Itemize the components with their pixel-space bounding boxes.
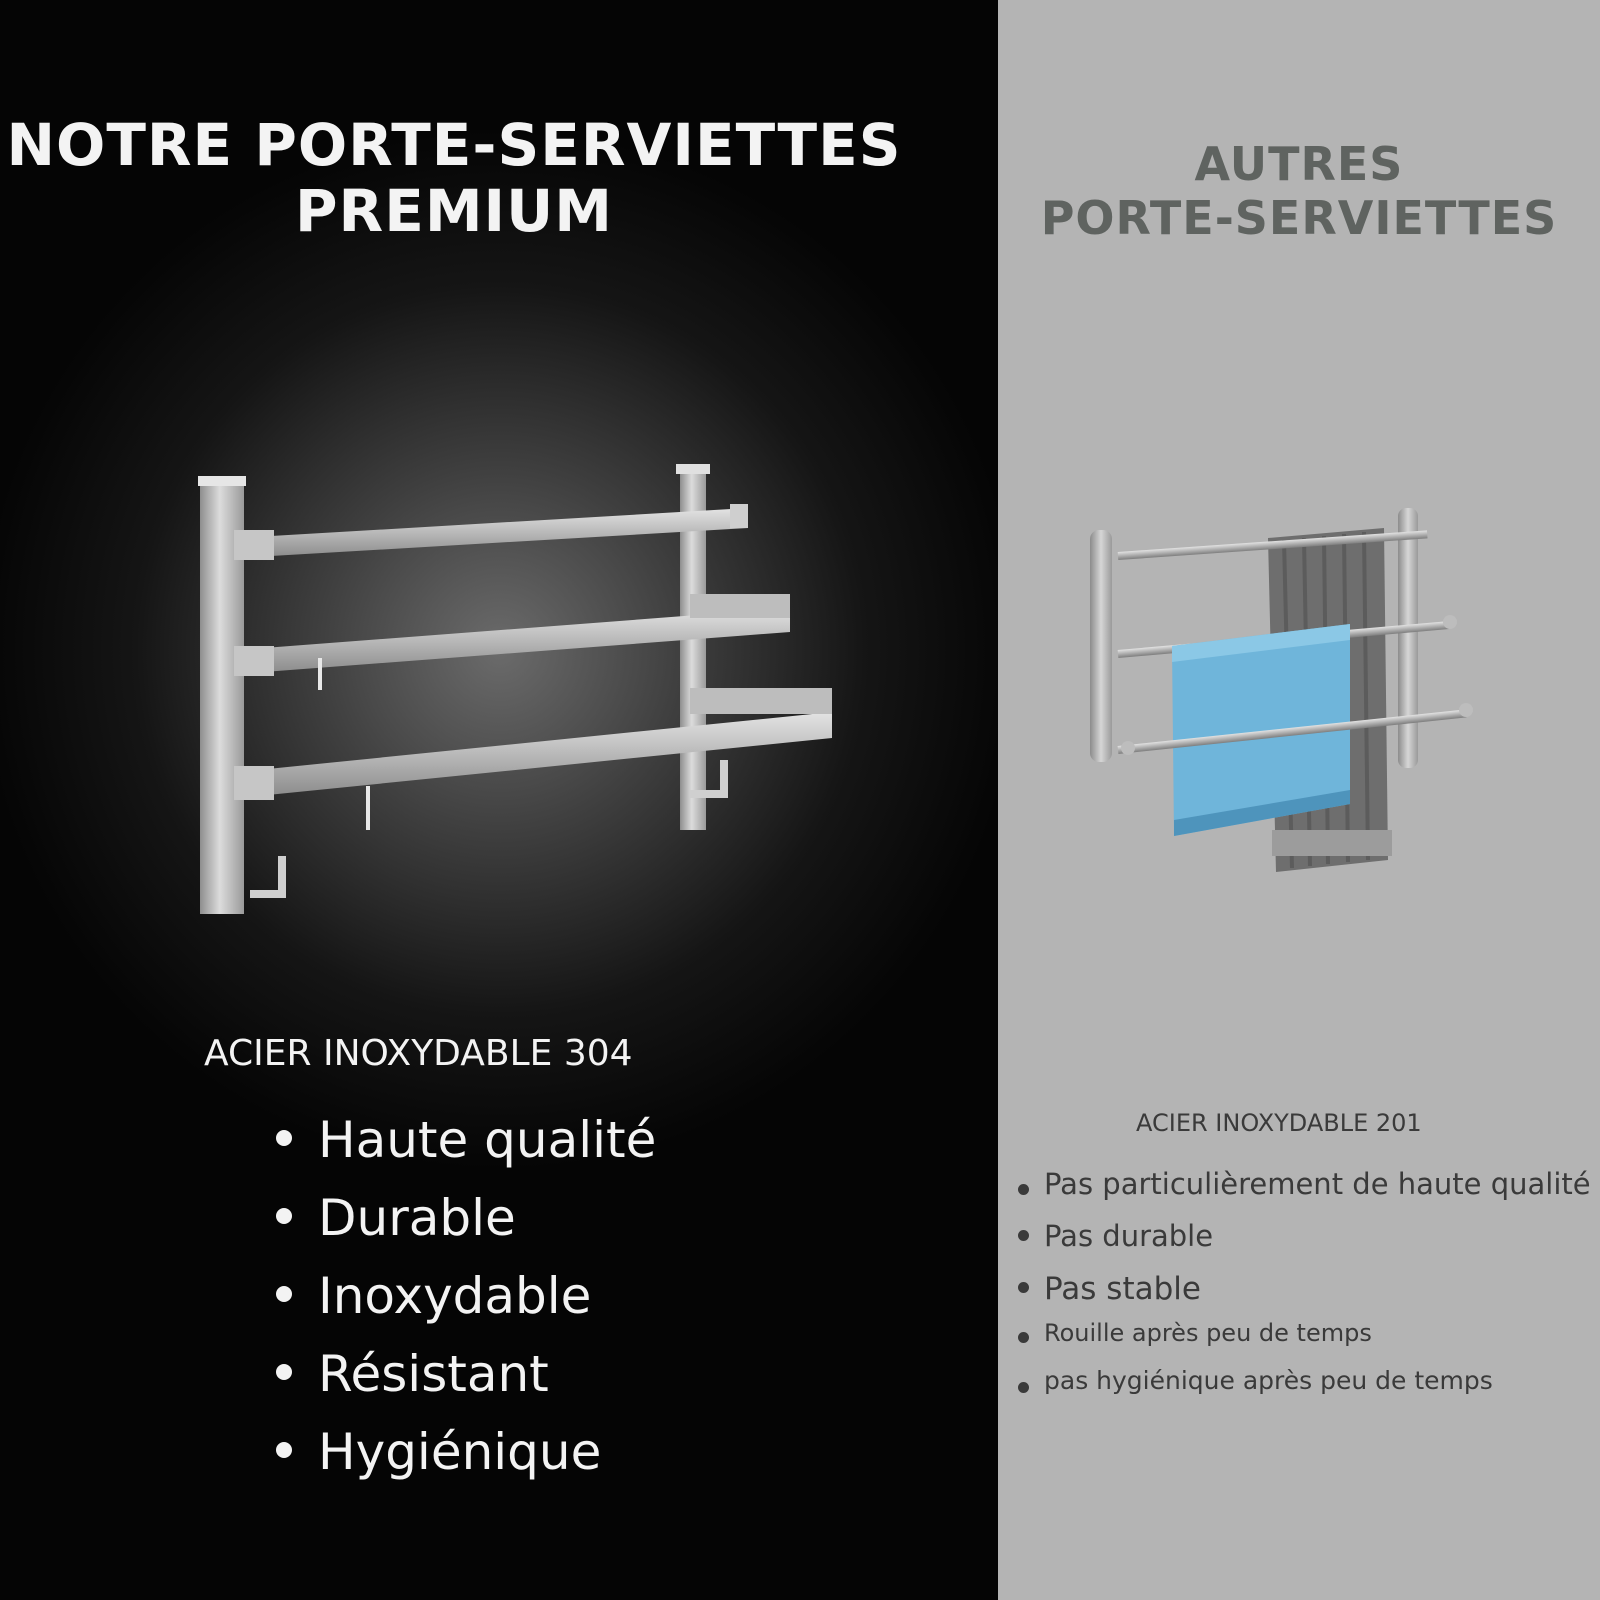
premium-title-line2: PREMIUM (295, 177, 613, 245)
bullet-icon (276, 1286, 292, 1302)
others-feature-list (1018, 1166, 1600, 1406)
bullet-icon (1018, 1230, 1029, 1241)
premium-feature-label: Résistant (318, 1345, 549, 1403)
others-panel (998, 0, 1600, 1600)
premium-feature-item (268, 1266, 656, 1344)
others-title-line1: AUTRES (1194, 137, 1404, 191)
others-feature-label: Pas durable (1044, 1219, 1214, 1253)
premium-feature-label: Haute qualité (318, 1111, 657, 1169)
bullet-icon (1018, 1382, 1029, 1393)
bullet-icon (1018, 1332, 1029, 1343)
others-towel-rack-image (1088, 500, 1488, 900)
others-feature-label: Pas stable (1044, 1271, 1201, 1307)
others-feature-label: Pas particulièrement de haute qualité (1044, 1167, 1591, 1201)
premium-towel-rack-image (190, 460, 850, 940)
premium-feature-label: Durable (318, 1189, 516, 1247)
bullet-icon (1018, 1282, 1029, 1293)
others-material: ACIER INOXYDABLE 201 (1136, 1109, 1422, 1137)
bullet-icon (1018, 1184, 1029, 1195)
premium-feature-label: Hygiénique (318, 1423, 602, 1481)
premium-material: ACIER INOXYDABLE 304 (204, 1033, 633, 1074)
premium-feature-item (268, 1422, 656, 1500)
premium-feature-item (268, 1188, 656, 1266)
others-feature-item (1018, 1218, 1600, 1270)
bullet-icon (276, 1364, 292, 1380)
premium-feature-item (268, 1110, 656, 1188)
bullet-icon (276, 1442, 292, 1458)
premium-feature-label: Inoxydable (318, 1267, 592, 1325)
premium-title (0, 112, 908, 244)
premium-feature-list (268, 1110, 656, 1500)
others-feature-item (1018, 1318, 1600, 1366)
bullet-icon (276, 1208, 292, 1224)
others-title (998, 137, 1600, 245)
others-title-line2: PORTE-SERVIETTES (1040, 191, 1558, 245)
premium-title-line1: NOTRE PORTE-SERVIETTES (6, 111, 902, 179)
bullet-icon (276, 1130, 292, 1146)
others-feature-item (1018, 1366, 1600, 1406)
others-feature-item (1018, 1270, 1600, 1318)
others-feature-label: Rouille après peu de temps (1044, 1319, 1372, 1347)
others-feature-label: pas hygiénique après peu de temps (1044, 1366, 1493, 1395)
others-feature-item (1018, 1166, 1600, 1218)
premium-feature-item (268, 1344, 656, 1422)
